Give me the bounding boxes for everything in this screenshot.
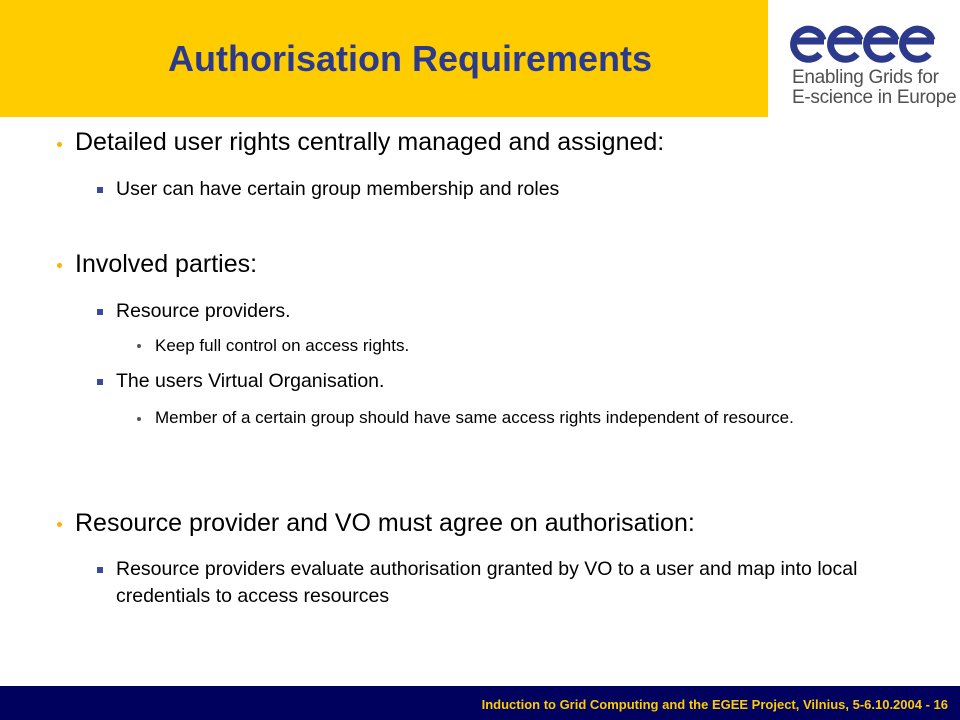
slide-title: Authorisation Requirements	[168, 38, 653, 79]
bullet-2-2: The users Virtual Organisation.	[116, 370, 385, 392]
bullet-3: Resource provider and VO must agree on authorisation:	[75, 509, 695, 537]
footer-text: Induction to Grid Computing and the EGEE Project, Vilnius, 5-6.10.2004 - 16	[481, 697, 948, 712]
bullet-dot-icon	[57, 263, 62, 268]
small-bullet-icon	[137, 417, 141, 421]
bullet-1: Detailed user rights centrally managed and assigned:	[75, 128, 665, 156]
logo-tagline-line1: Enabling Grids for	[792, 67, 939, 88]
logo-tagline-line2: E-science in Europe	[792, 87, 957, 108]
bullet-1-1: User can have certain group membership and roles	[116, 178, 560, 200]
square-bullet-icon	[97, 187, 103, 193]
bullet-2-1: Resource providers.	[116, 300, 291, 322]
square-bullet-icon	[97, 379, 103, 385]
bullet-2-2-1: Member of a certain group should have same access rights independent of resource.	[155, 408, 794, 427]
bullet-dot-icon	[57, 142, 62, 147]
bullet-3-1: Resource providers evaluate authorisation granted by VO to a user and map into local credentials to access resources	[116, 558, 858, 607]
bullet-2: Involved parties:	[75, 250, 258, 278]
footer-band	[0, 686, 960, 720]
bullet-dot-icon	[57, 522, 62, 527]
bullet-2-1-1: Keep full control on access rights.	[155, 336, 410, 355]
square-bullet-icon	[97, 309, 103, 315]
square-bullet-icon	[97, 567, 103, 573]
small-bullet-icon	[137, 344, 141, 348]
